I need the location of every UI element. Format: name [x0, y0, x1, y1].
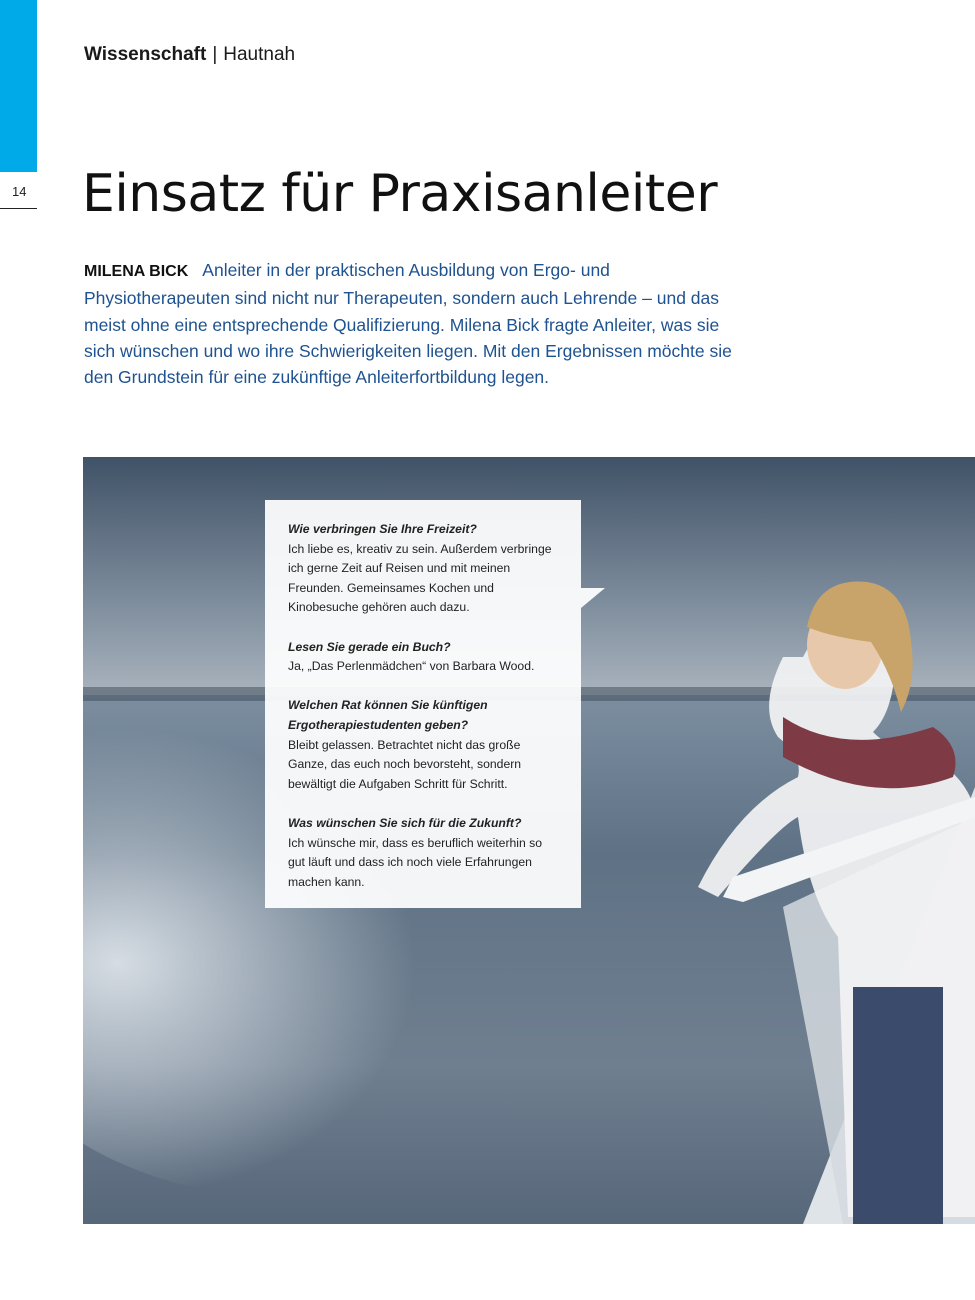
lead-text: Anleiter in der praktischen Ausbildung von Ergo- und Physiotherapeuten sind nicht nur Therapeuten, sondern auch Lehrende – und das meist ohne eine entsprechende Qualifizierung. Milena Bick fragte Anleiter, was sie sich wünschen und wo ihre Schwierigkeiten liegen. Mit den Ergebnissen möchte sie den Grundstein für eine zukünftige Anleiterfortbildung legen.	[84, 260, 732, 388]
section-category: Wissenschaft	[84, 44, 207, 65]
accent-bar	[0, 0, 37, 172]
interview-item	[288, 814, 559, 892]
interview-answer: Ich liebe es, kreativ zu sein. Außerdem verbringe ich gerne Zeit auf Reisen und mit meinen Freunden. Gemeinsames Kochen und Kinobesuche gehören auch dazu.	[288, 541, 552, 615]
interview-box-pointer	[581, 588, 605, 608]
section-separator: |	[212, 44, 218, 65]
interview-box	[265, 500, 581, 908]
interview-question: Wie verbringen Sie Ihre Freizeit?	[288, 522, 477, 536]
article-title: Einsatz für Praxisanleiter	[82, 164, 718, 224]
interview-answer: Ja, „Das Perlenmädchen“ von Barbara Wood.	[288, 659, 535, 674]
interview-item	[288, 638, 559, 677]
interview-answer: Bleibt gelassen. Betrachtet nicht das große Ganze, das euch noch bevorsteht, sondern bewältigt die Aufgaben Schritt für Schritt.	[288, 737, 522, 791]
section-header	[84, 44, 295, 66]
interview-question: Lesen Sie gerade ein Buch?	[288, 639, 451, 654]
interview-item	[288, 696, 559, 794]
interview-question: Welchen Rat können Sie künftigen Ergotherapiestudenten geben?	[288, 698, 488, 732]
author-name: MILENA BICK	[84, 263, 189, 280]
interview-item	[288, 520, 559, 618]
page-number-rule	[0, 208, 37, 209]
article-lead	[84, 257, 744, 390]
interview-question: Was wünschen Sie sich für die Zukunft?	[288, 815, 522, 830]
page-number: 14	[12, 184, 27, 199]
interview-answer: Ich wünsche mir, dass es beruflich weiterhin so gut läuft und dass ich noch viele Erfahrungen machen kann.	[288, 835, 543, 889]
section-subcategory: Hautnah	[223, 44, 296, 65]
